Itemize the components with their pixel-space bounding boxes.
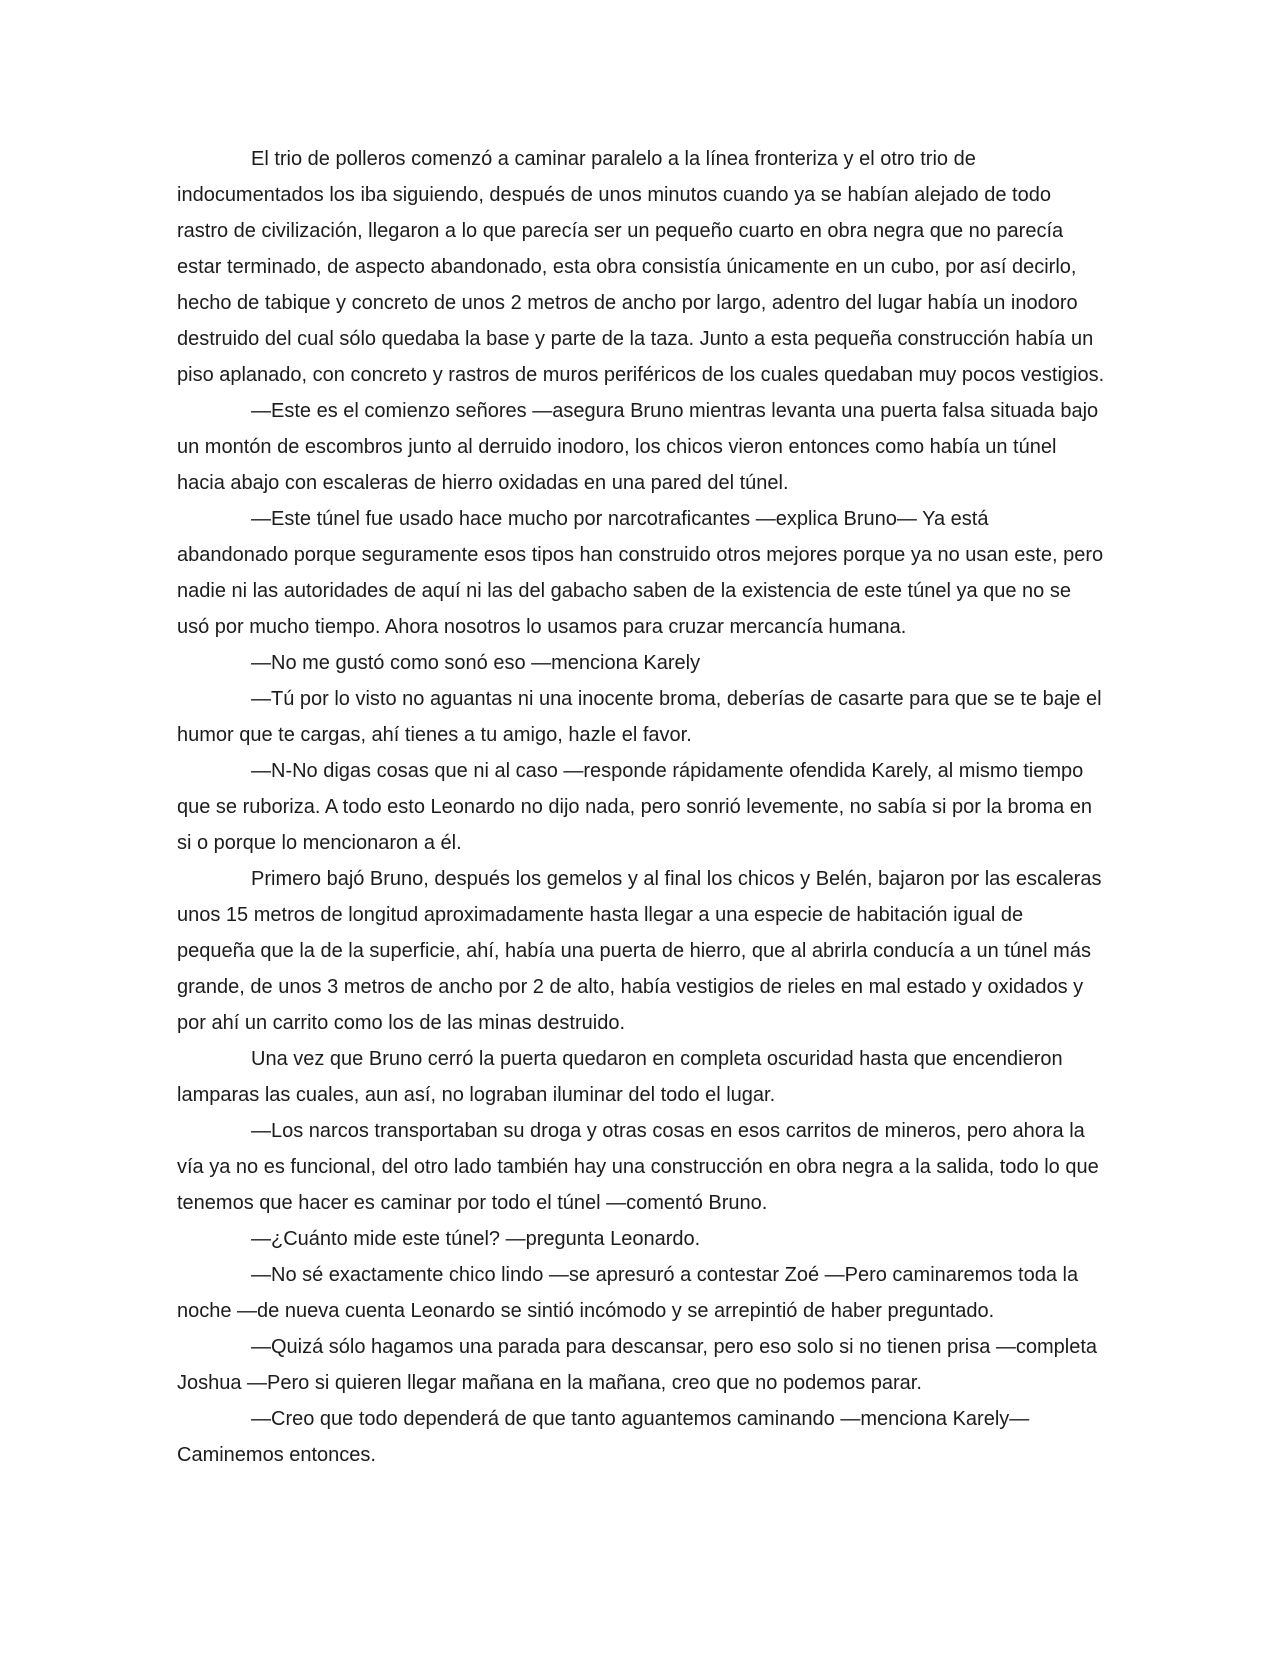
paragraph: —No sé exactamente chico lindo —se apresuró a contestar Zoé —Pero caminaremos toda la noche —de nueva cuenta Leonardo se sintió incómodo y se arrepintió de haber preguntado.: [177, 1264, 1079, 1322]
document-page: [177, 141, 1105, 1473]
paragraph: —Los narcos transportaban su droga y otras cosas en esos carritos de mineros, pero ahora la vía ya no es funcional, del otro lado también hay una construcción en obra negra a la salida, todo lo que tenemos que hacer es caminar por todo el túnel —comentó Bruno.: [177, 1120, 1099, 1214]
paragraph: Primero bajó Bruno, después los gemelos y al final los chicos y Belén, bajaron por las escaleras unos 15 metros de longitud aproximadamente hasta llegar a una especie de habitación igual de pequeña que la de la superficie, ahí, había una puerta de hierro, que al abrirla conducía a un túnel más grande, de unos 3 metros de ancho por 2 de alto, había vestigios de rieles en mal estado y oxidados y por ahí un carrito como los de las minas destruido.: [177, 868, 1102, 1034]
paragraph: El trio de polleros comenzó a caminar paralelo a la línea fronteriza y el otro trio de indocumentados los iba siguiendo, después de unos minutos cuando ya se habían alejado de todo rastro de civilización, llegaron a lo que parecía ser un pequeño cuarto en obra negra que no parecía estar terminado, de aspecto abandonado, esta obra consistía únicamente en un cubo, por así decirlo, hecho de tabique y concreto de unos 2 metros de ancho por largo, adentro del lugar había un inodoro destruido del cual sólo quedaba la base y parte de la taza. Junto a esta pequeña construcción había un piso aplanado, con concreto y rastros de muros periféricos de los cuales quedaban muy pocos vestigios.: [177, 148, 1105, 386]
paragraph: —Este túnel fue usado hace mucho por narcotraficantes —explica Bruno— Ya está abandonado porque seguramente esos tipos han construido otros mejores porque ya no usan este, pero nadie ni las autoridades de aquí ni las del gabacho saben de la existencia de este túnel ya que no se usó por mucho tiempo. Ahora nosotros lo usamos para cruzar mercancía humana.: [177, 508, 1104, 638]
paragraph: —No me gustó como sonó eso —menciona Karely: [251, 652, 701, 674]
paragraph: —¿Cuánto mide este túnel? —pregunta Leonardo.: [251, 1228, 701, 1250]
paragraph: —Tú por lo visto no aguantas ni una inocente broma, deberías de casarte para que se te baje el humor que te cargas, ahí tienes a tu amigo, hazle el favor.: [177, 688, 1102, 746]
paragraph: —Quizá sólo hagamos una parada para descansar, pero eso solo si no tienen prisa —completa Joshua —Pero si quieren llegar mañana en la mañana, creo que no podemos parar.: [177, 1336, 1098, 1394]
paragraph: —N-No digas cosas que ni al caso —responde rápidamente ofendida Karely, al mismo tiempo que se ruboriza. A todo esto Leonardo no dijo nada, pero sonrió levemente, no sabía si por la broma en si o porque lo mencionaron a él.: [177, 760, 1093, 854]
paragraph: —Este es el comienzo señores —asegura Bruno mientras levanta una puerta falsa situada bajo un montón de escombros junto al derruido inodoro, los chicos vieron entonces como había un túnel hacia abajo con escaleras de hierro oxidadas en una pared del túnel.: [177, 400, 1099, 494]
paragraph: —Creo que todo dependerá de que tanto aguantemos caminando —menciona Karely— Caminemos entonces.: [177, 1408, 1030, 1466]
paragraph: Una vez que Bruno cerró la puerta quedaron en completa oscuridad hasta que encendieron lamparas las cuales, aun así, no lograban iluminar del todo el lugar.: [177, 1048, 1063, 1106]
